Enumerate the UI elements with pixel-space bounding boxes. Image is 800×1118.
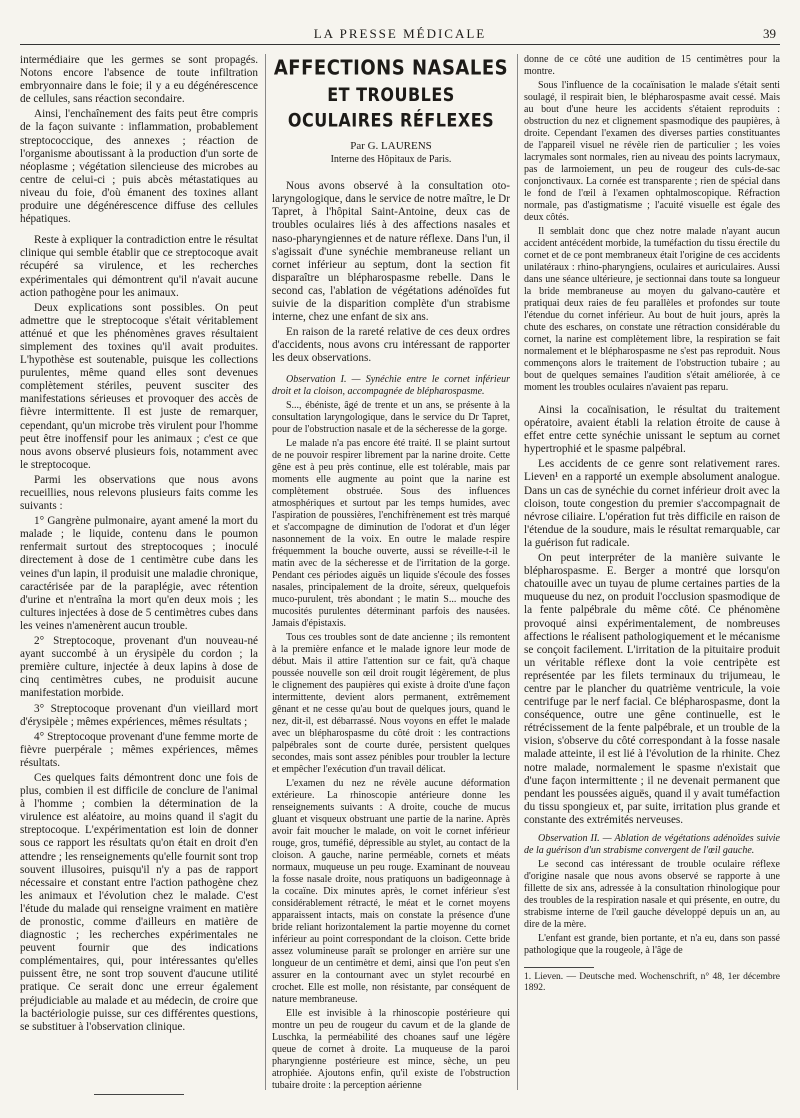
paragraph: Ainsi, l'enchaînement des faits peut être compris de la façon suivante : inflammation, probablement streptococcique, des annexes ; réaction de l'organisme aboutissant à la production d'un sorte de néoplasme ; végétation silencieuse des microbes au centre de celui-ci ; puis abcès métastatiques au niveau du foie, d'où émanent des toxines allant produire une dégénérescence diffuse des cellules hépatiques. bbox=[20, 108, 258, 226]
column-divider bbox=[265, 54, 266, 1090]
paragraph: Sous l'influence de la cocaïnisation le malade s'était senti soulagé, il respirait bien, le blépharospasme avait cessé. Mais au bout d'une heure les accidents s'étaient reproduits : obstruction du nez et clignement spasmodique des paupières, à droite. Cependant l'examen des diverses parties constituantes de l'appareil visuel ne révèle rien de particulier ; les voies lacrymales sont normales, rien au niveau des points lacrymaux, pas de larmoiement, un peu de rougeur des culs-de-sac conjonctivaux. La cornée est transparente ; rien de spécial dans le fond de l'œil à l'examen ophtalmoscopique. Réfraction normale, pas d'astigmatisme ; l'acuité visuelle est égale des deux côtés. bbox=[524, 80, 780, 223]
paragraph: Il semblait donc que chez notre malade n'ayant aucun accident antécédent morbide, la tuméfaction du tissu érectile du cornet et de ce pont membraneux était l'origine de ces accidents unilatéraux : rhino-pharyngiens, oculaires et auriculaires. Aussi dans une séance ultérieure, je sectionnai dans toute sa longueur la bride membraneuse au moyen du galvano-cautère et pratiquai deux raies de feu parallèles et profondes sur toute l'étendue du cornet inférieur. Au bout de huit jours, après la chute des eschares, on constate une rétraction considérable du cornet, la narine est complètement libre, la respiration se fait normalement et le blépharospasme ne s'est pas reproduit. Nous commençons alors le traitement de l'obstruction tubaire ; au bout de quelques semaines l'audition s'était améliorée, à ce moment les troubles oculaires n'avaient pas reparu. bbox=[524, 226, 780, 393]
page-number: 39 bbox=[763, 26, 776, 41]
paragraph: On peut interpréter de la manière suivante le blépharospasme. E. Berger a montré que lorsqu'on chatouille avec un tuyau de plume certaines parties de la muqueuse du nez, on produit l'occlusion spasmodique de la fente palpébrale du même côté. Ce phénomène provoqué ainsi expérimentalement, de nombreuses affections le réalisent pathologiquement et le mécanisme se conçoit facilement. L'irritation de la pituitaire produit un véritable réflexe dont la voie centripète est représentée par les filets terminaux du trijumeau, le centre par le plancher du quatrième ventricule, la voie centrifuge par le nerf facial. Ce blépharospasme, dont la conséquence, outre une gêne continuelle, est le rétrécissement de la fente palpébrale, et un trouble de la vision, s'observe du côté correspondant à la fosse nasale malade atteinte, il est lié à l'évolution de la rhinite. Chez notre malade, normalement le spasme n'existait que d'une façon intermittente ; il ne devenait permanent que pendant les poussées aiguës, quand il y avait tuméfaction du tissu spongieux et, par suite, irritation plus grande et constante des extrémités nerveuses. bbox=[524, 552, 780, 826]
column-3 bbox=[524, 54, 780, 994]
paragraph: 1° Gangrène pulmonaire, ayant amené la mort du malade ; le liquide, contenu dans le poumon renfermait surtout des streptocoques ; inoculé directement à dose de 1 centimètre cube dans les veines d'un lapin, il produisit une maladie chronique, caractérisée par de la paraplégie, avec rétention d'urine et n'entraîna la mort qu'en deux mois ; les cultures injectées à dose de 5 centimètres cubes dans les veines n'amenèrent aucun trouble. bbox=[20, 515, 258, 632]
paragraph: intermédiaire que les germes se sont propagés. Notons encore l'absence de toute infiltration embryonnaire dans le foie; il y a eu dégénérescence de cellules, sans réaction secondaire. bbox=[20, 54, 258, 106]
paragraph: Le malade n'a pas encore été traité. Il se plaint surtout de ne pouvoir respirer librement par la narine droite. Cette gêne est à peu près continue, elle est tolérable, mais par moments elle augmente au point que la narine est complètement obstruée. Sous des influences atmosphériques et surtout par les temps humides, avec l'aspiration de poussières, l'enchifrènement est très marqué et s'accompagne de diminution de l'odorat et d'un léger nasonnement de la voix. En outre le malade respire fréquemment la bouche ouverte, aussi se réveille-t-il le matin avec de la sécheresse et de l'irritation de la gorge. Pendant ces périodes aiguës un liquide s'écoule des fosses nasales, principalement de la droite, séreux, quelquefois muco-purulent, très abondant ; le matin S... mouche des mucosités purulentes déterminant parfois des nausées. Jamais d'épistaxis. bbox=[272, 437, 510, 629]
paragraph: Ainsi la cocaïnisation, le résultat du traitement opératoire, avaient établi la relation étroite de cause à effet entre cette synéchie unissant le septum au cornet hypertrophié et le spasme palpébral. bbox=[524, 404, 780, 456]
paragraph: Ces quelques faits démontrent donc une fois de plus, combien il est difficile de conclure de l'animal à l'homme ; combien la détermination de la virulence est aléatoire, au moins quand il s'agit du streptocoque. L'expérimentation est loin de donner sous ce rapport les résultats qu'on était en droit d'en attendre ; les renseignements qu'elle fournit sont trop souvent illusoires, puisqu'il n'y a pas de rapport nécessaire et constant entre l'action pathogène chez les animaux et l'évolution chez le malade. C'est l'étude du malade qui renseigne vraiment en matière de pronostic, comme d'ailleurs en matière de diagnostic ; les recherches expérimentales ne peuvent fournir que des indications complémentaires, qui, pour intéressantes qu'elles puissent être, ne sont trop souvent d'aucune utilité pratique. Ce serait donc une erreur également préjudiciable au malade et au médecin, de croire que la bactériologie puisse, sur ces différentes questions, se substituer à l'observation clinique. bbox=[20, 771, 258, 1033]
paragraph: Tous ces troubles sont de date ancienne ; ils remontent à la première enfance et le malade ignore leur mode de début. Mais il attire l'attention sur ce fait, qu'à chaque poussée nouvelle son œil droit rougit légèrement, de plus le clignement des paupières qui existe à droite d'une façon intermittente, devient alors permanent, extrêmement gênant et ne cesse qu'au bout de quelques jours, quand le nez, dit-il, est débarrassé. Nous voyons en effet le malade avec un blépharospasme du côté droit : les contractions palpébrales sont de courte durée, persistent quelques secondes, mais sont assez pénibles pour troubler la lecture et empêcher l'exécution d'un travail délicat. bbox=[272, 631, 510, 775]
paragraph: donne de ce côté une audition de 15 centimètres pour la montre. bbox=[524, 54, 780, 77]
column-2 bbox=[272, 54, 510, 1092]
paragraph: 4° Streptocoque provenant d'une femme morte de fièvre puerpérale ; mêmes expériences, mêmes résultats. bbox=[20, 730, 258, 769]
paragraph: Les accidents de ce genre sont relativement rares. Lieven¹ en a rapporté un exemple absolument analogue. Dans un cas de synéchie du cornet inférieur droit avec la cloison, toute congestion du premier s'accompagnait de névrose ciliaire. L'opération fut très difficile en raison de l'étendue de la soudure, mais le résultat remarquable, car la guérison fut radicale. bbox=[524, 458, 780, 549]
paragraph: L'enfant est grande, bien portante, et n'a eu, dans son passé pathologique que la rougeole, à l'âge de bbox=[524, 933, 780, 956]
paragraph: 3° Streptocoque provenant d'un vieillard mort d'érysipèle ; mêmes expériences, mêmes résultats ; bbox=[20, 702, 258, 728]
paragraph: Nous avons observé à la consultation oto-laryngologique, dans le service de notre maître, le Dr Tapret, à l'hôpital Saint-Antoine, deux cas de troubles oculaires liés à des affections nasales et naso-pharyngiennes et de nature réflexe. Dans l'un, il s'agissait d'une synéchie membraneuse reliant un cornet inférieur au septum, dont la section fit disparaître un blépharospasme rebelle. Dans le second cas, l'ablation de végétations adénoïdes fut suivie de la disparition complète d'un strabisme interne, chez une enfant de six ans. bbox=[272, 180, 510, 324]
column-1 bbox=[20, 54, 258, 1095]
observation-heading: Observation I. — Synéchie entre le cornet inférieur droit et la cloison, accompagnée de blépharospasme. bbox=[272, 373, 510, 397]
paragraph: En raison de la rareté relative de ces deux ordres d'accidents, nous avons cru intéressant de rapporter les deux observations. bbox=[272, 326, 510, 365]
footnote: 1. Lieven. — Deutsche med. Wochenschrift, n° 48, 1er décembre 1892. bbox=[524, 972, 780, 993]
paragraph: S..., ébéniste, âgé de trente et un ans, se présente à la consultation laryngologique, dans le service du Dr Tapret, pour de l'obstruction nasale et de la sécheresse de la gorge. bbox=[272, 399, 510, 435]
paragraph: L'examen du nez ne révèle aucune déformation extérieure. La rhinoscopie antérieure donne les renseignements suivants : A droite, couche de mucus gluant et visqueux obstruant une partie de la narine. Après avoir fait moucher le malade, on voit le cornet inférieur rouge, gros, tuméfié, dépressible au stylet, au contact de la cloison. A gauche, narine perméable, cornets et méats normaux, muqueuse un peu rouge. Examinant de nouveau la fosse nasale droite, nous pratiquons un badigeonnage à la cocaïne. Dix minutes après, le cornet inférieur s'est considérablement rétracté, le méat et le cornet moyens apparaissent intacts, mais on constate la présence d'une bride reliant horizontalement la partie moyenne du cornet inférieur au point correspondant de la cloison. Cette bride assez volumineuse paraît se prolonger en arrière sur une longueur de un centimètre et demi, ainsi que l'on peut s'en assurer en la contournant avec un stylet recourbé en crochet. Elle est molle, non résistante, par conséquent de nature membraneuse. bbox=[272, 777, 510, 1005]
observation-heading: Observation II. — Ablation de végétations adénoïdes suivie de la guérison d'un strabisme convergent de l'œil gauche. bbox=[524, 833, 780, 856]
section-end-rule bbox=[94, 1094, 184, 1095]
paragraph: Reste à expliquer la contradiction entre le résultat clinique qui semble établir que ce streptocoque avait récupéré sa virulence, et les recherches expérimentales qui démontrent qu'il n'avait aucune action pathogène pour les animaux. bbox=[20, 234, 258, 299]
footnote-rule bbox=[524, 967, 594, 968]
author-byline: Par G. LAURENS bbox=[350, 140, 432, 152]
column-divider bbox=[517, 54, 518, 1090]
paragraph: Parmi les observations que nous avons recueillies, nous relevons plusieurs faits comme les suivants : bbox=[20, 473, 258, 513]
author-affiliation: Interne des Hôpitaux de Paris. bbox=[330, 154, 452, 166]
article-title: ET TROUBLES OCULAIRES RÉFLEXES bbox=[287, 83, 495, 131]
paragraph: Elle est invisible à la rhinoscopie postérieure qui montre un peu de rougeur du cavum et de la glande de Luschka, la perméabilité des choanes sauf une légère queue de cornet à droite. La muqueuse de la paroi pharyngienne postérieure est mince, sèche, un peu atrophiée. Ajoutons enfin, qu'il existe de l'obstruction tubaire droite : la perception aérienne bbox=[272, 1007, 510, 1091]
paragraph: Deux explications sont possibles. On peut admettre que le streptocoque s'était véritablement atténué et que les phénomènes graves résultaient simplement des toxines qu'il avait produites. L'hypothèse est soutenable, puisque les collections purulentes, même quand elles sont devenues complètement stériles, peuvent susciter des manifestations sérieuses et provoquer des accès de fièvre intermittente. Il est juste de remarquer, cependant, qu'un microbe très virulent pour l'homme peut être inoffensif pour les animaux ; c'est ce que nous avons observé plusieurs fois, notamment avec le streptocoque. bbox=[20, 301, 258, 471]
article-title: AFFECTIONS NASALES bbox=[273, 56, 509, 81]
paragraph: 2° Streptocoque, provenant d'un nouveau-né ayant succombé à un érysipèle du cordon ; la première culture, injectée à deux lapins à dose de cinq centimètres cubes, ne produisit aucune manifestation morbide. bbox=[20, 635, 258, 700]
running-header bbox=[20, 22, 780, 45]
paragraph: Le second cas intéressant de trouble oculaire réflexe d'origine nasale que nous avons observé se rapporte à une fillette de six ans, adressée à la consultation rhinologique pour des troubles de la respiration nasale et qui présente, en outre, du strabisme interne de l'œil gauche développé depuis un an, au dire de la mère. bbox=[524, 859, 780, 930]
journal-title: LA PRESSE MÉDICALE bbox=[313, 26, 487, 41]
